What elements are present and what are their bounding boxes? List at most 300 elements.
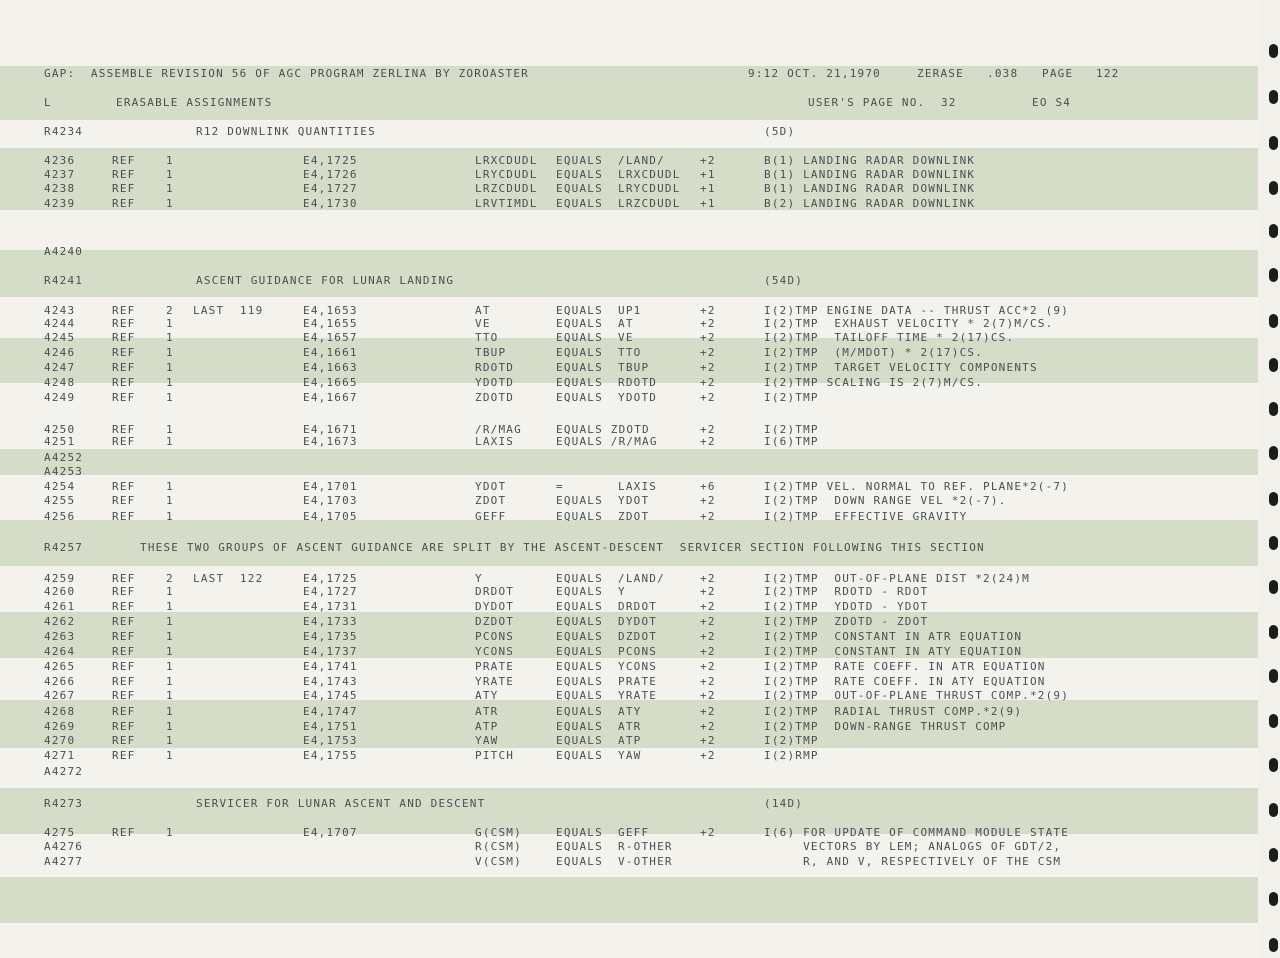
line-number: 4263 [44, 630, 76, 643]
address: E4,1755 [303, 749, 358, 762]
line-number: A4240 [44, 245, 84, 258]
equals-value: PCONS [618, 645, 658, 658]
feed-hole [1269, 44, 1278, 58]
symbol-name: GEFF [475, 510, 507, 523]
offset: +2 [700, 705, 716, 718]
comment: VECTORS BY LEM; ANALOGS OF GDT/2, [764, 840, 1062, 853]
line-number: 4268 [44, 705, 76, 718]
address: E4,1667 [303, 391, 358, 404]
ref-label: REF [112, 572, 136, 585]
offset: +2 [700, 630, 716, 643]
line-number: A4276 [44, 840, 84, 853]
ref-count: 1 [166, 480, 174, 493]
symbol-name: YDOT [475, 480, 507, 493]
listing-line [0, 361, 1258, 375]
section-heading: R12 DOWNLINK QUANTITIES [196, 125, 376, 138]
line-number: 4269 [44, 720, 76, 733]
comment: (54D) [764, 274, 804, 287]
address: E4,1737 [303, 645, 358, 658]
ref-label: REF [112, 749, 136, 762]
ref-label: REF [112, 376, 136, 389]
line-number: 4248 [44, 376, 76, 389]
address: E4,1747 [303, 705, 358, 718]
equals-value: YCONS [618, 660, 658, 673]
ref-count: 1 [166, 720, 174, 733]
header-page-label: PAGE [1042, 67, 1074, 80]
equals-value: YRATE [618, 689, 658, 702]
comment: I(2)TMP RDOTD - RDOT [764, 585, 929, 598]
symbol-name: V(CSM) [475, 855, 522, 868]
ref-count: 1 [166, 197, 174, 210]
listing-line [0, 331, 1258, 345]
comment: I(2)TMP SCALING IS 2(7)M/CS. [764, 376, 984, 389]
listing-line [0, 494, 1258, 508]
address: E4,1730 [303, 197, 358, 210]
listing-line [0, 304, 1258, 318]
symbol-name: TTO [475, 331, 499, 344]
equals-op: EQUALS [556, 840, 603, 853]
listing-line [0, 585, 1258, 599]
symbol-name: R(CSM) [475, 840, 522, 853]
symbol-name: G(CSM) [475, 826, 522, 839]
comment: B(1) LANDING RADAR DOWNLINK [764, 168, 976, 181]
equals-value: GEFF [618, 826, 650, 839]
ref-label: REF [112, 494, 136, 507]
address: E4,1653 [303, 304, 358, 317]
equals-op: EQUALS [556, 734, 603, 747]
user-page-number: USER'S PAGE NO. 32 [808, 96, 957, 109]
equals-op: EQUALS ZDOTD [556, 423, 650, 436]
address: E4,1735 [303, 630, 358, 643]
header-page-number: 122 [1096, 67, 1120, 80]
symbol-name: RDOTD [475, 361, 515, 374]
line-number: 4251 [44, 435, 76, 448]
address: E4,1741 [303, 660, 358, 673]
comment: B(1) LANDING RADAR DOWNLINK [764, 182, 976, 195]
feed-hole [1269, 625, 1278, 639]
ref-count: 1 [166, 600, 174, 613]
listing-line [0, 182, 1258, 196]
symbol-name: LRVTIMDL [475, 197, 538, 210]
symbol-name: YDOTD [475, 376, 515, 389]
comment: I(2)TMP (M/MDOT) * 2(17)CS. [764, 346, 984, 359]
symbol-name: PITCH [475, 749, 515, 762]
offset: +2 [700, 645, 716, 658]
line-number: 4261 [44, 600, 76, 613]
comment: I(2)TMP ZDOTD - ZDOT [764, 615, 929, 628]
comment: I(2)RMP [764, 749, 819, 762]
equals-op: EQUALS [556, 317, 603, 330]
offset: +1 [700, 168, 716, 181]
equals-value: ATR [618, 720, 642, 733]
equals-value: RDOTD [618, 376, 658, 389]
ref-count: 1 [166, 423, 174, 436]
comment: I(2)TMP TARGET VELOCITY COMPONENTS [764, 361, 1038, 374]
offset: +2 [700, 826, 716, 839]
address: E4,1707 [303, 826, 358, 839]
ref-count: 1 [166, 826, 174, 839]
offset: +2 [700, 720, 716, 733]
listing-line [0, 797, 1258, 811]
offset: +2 [700, 435, 716, 448]
address: E4,1727 [303, 182, 358, 195]
line-number: 4270 [44, 734, 76, 747]
ref-count: 1 [166, 361, 174, 374]
comment: I(2)TMP YDOTD - YDOT [764, 600, 929, 613]
line-number: 4249 [44, 391, 76, 404]
offset: +2 [700, 615, 716, 628]
eo-label: EO S4 [1032, 96, 1072, 109]
ref-count: 1 [166, 168, 174, 181]
offset: +2 [700, 734, 716, 747]
ref-label: REF [112, 317, 136, 330]
equals-value: TBUP [618, 361, 650, 374]
listing-line [0, 600, 1258, 614]
feed-hole [1269, 268, 1278, 282]
line-number: 4264 [44, 645, 76, 658]
feed-hole [1269, 848, 1278, 862]
listing-line [0, 675, 1258, 689]
equals-value: LRYCDUDL [618, 182, 681, 195]
ref-count: 1 [166, 705, 174, 718]
listing-line [0, 480, 1258, 494]
symbol-name: ATP [475, 720, 499, 733]
symbol-name: YAW [475, 734, 499, 747]
feed-hole [1269, 803, 1278, 817]
offset: +6 [700, 480, 716, 493]
offset: +1 [700, 197, 716, 210]
ref-label: REF [112, 435, 136, 448]
comment: B(2) LANDING RADAR DOWNLINK [764, 197, 976, 210]
ref-count: 1 [166, 391, 174, 404]
ref-count: 1 [166, 376, 174, 389]
ref-label: REF [112, 734, 136, 747]
equals-value: YDOTD [618, 391, 658, 404]
ref-count: 1 [166, 154, 174, 167]
equals-value: PRATE [618, 675, 658, 688]
address: E4,1703 [303, 494, 358, 507]
offset: +2 [700, 317, 716, 330]
line-number: R4257 [44, 541, 84, 554]
equals-op: EQUALS [556, 154, 603, 167]
header-version: .038 [987, 67, 1019, 80]
tractor-feed-strip [1258, 0, 1280, 958]
feed-hole [1269, 136, 1278, 150]
header-line [0, 67, 1258, 81]
equals-op: EQUALS [556, 391, 603, 404]
symbol-name: LAXIS [475, 435, 515, 448]
comment: I(2)TMP [764, 423, 819, 436]
comment: R, AND V, RESPECTIVELY OF THE CSM [764, 855, 1062, 868]
equals-op: EQUALS [556, 346, 603, 359]
ref-label: REF [112, 660, 136, 673]
equals-value: DZDOT [618, 630, 658, 643]
line-number: A4277 [44, 855, 84, 868]
listing-line [0, 346, 1258, 360]
line-number: A4252 [44, 451, 84, 464]
symbol-name: LRYCDUDL [475, 168, 538, 181]
symbol-name: ZDOT [475, 494, 507, 507]
feed-hole [1269, 892, 1278, 906]
offset: +2 [700, 154, 716, 167]
listing-line [0, 168, 1258, 182]
ref-count: 1 [166, 749, 174, 762]
comment: I(2)TMP OUT-OF-PLANE THRUST COMP.*2(9) [764, 689, 1070, 702]
comment: I(6)TMP [764, 435, 819, 448]
feed-hole [1269, 446, 1278, 460]
ref-label: REF [112, 600, 136, 613]
line-number: A4253 [44, 465, 84, 478]
ref-label: REF [112, 645, 136, 658]
offset: +2 [700, 585, 716, 598]
section-title: ERASABLE ASSIGNMENTS [116, 96, 273, 109]
offset: +2 [700, 749, 716, 762]
equals-value: LRXCDUDL [618, 168, 681, 181]
line-number: 4236 [44, 154, 76, 167]
address: E4,1745 [303, 689, 358, 702]
line-number: 4245 [44, 331, 76, 344]
address: E4,1701 [303, 480, 358, 493]
equals-op: = [556, 480, 564, 493]
offset: +2 [700, 600, 716, 613]
ref-label: REF [112, 197, 136, 210]
equals-op: EQUALS [556, 494, 603, 507]
offset: +2 [700, 572, 716, 585]
listing-line [0, 855, 1258, 869]
line-number: 4275 [44, 826, 76, 839]
equals-value: YAW [618, 749, 642, 762]
feed-hole [1269, 181, 1278, 195]
offset: +2 [700, 304, 716, 317]
ref-count: 1 [166, 689, 174, 702]
listing-line [0, 840, 1258, 854]
comment: I(2)TMP RATE COEFF. IN ATY EQUATION [764, 675, 1046, 688]
symbol-name: Y [475, 572, 483, 585]
symbol-name: ATY [475, 689, 499, 702]
listing-line [0, 660, 1258, 674]
symbol-name: DYDOT [475, 600, 515, 613]
symbol-name: YRATE [475, 675, 515, 688]
address: E4,1665 [303, 376, 358, 389]
ref-count: 1 [166, 494, 174, 507]
offset: +2 [700, 675, 716, 688]
listing-line [0, 541, 1258, 555]
ref-label: REF [112, 826, 136, 839]
feed-hole [1269, 938, 1278, 952]
address: E4,1731 [303, 600, 358, 613]
address: E4,1663 [303, 361, 358, 374]
line-number: R4273 [44, 797, 84, 810]
symbol-name: PCONS [475, 630, 515, 643]
feed-hole [1269, 402, 1278, 416]
feed-hole [1269, 314, 1278, 328]
listing-line [0, 689, 1258, 703]
equals-op: EQUALS [556, 855, 603, 868]
comment: I(2)TMP [764, 734, 819, 747]
symbol-name: LRXCDUDL [475, 154, 538, 167]
comment: I(2)TMP RATE COEFF. IN ATR EQUATION [764, 660, 1046, 673]
ref-count: 1 [166, 182, 174, 195]
line-number: 4262 [44, 615, 76, 628]
offset: +2 [700, 423, 716, 436]
ref-label: REF [112, 615, 136, 628]
column-l-label: L [44, 96, 52, 109]
listing-line [0, 245, 1258, 259]
line-number: 4255 [44, 494, 76, 507]
equals-op: EQUALS [556, 689, 603, 702]
offset: +2 [700, 331, 716, 344]
address: E4,1657 [303, 331, 358, 344]
ref-count: 1 [166, 435, 174, 448]
address: E4,1727 [303, 585, 358, 598]
listing-line [0, 826, 1258, 840]
line-number: 4260 [44, 585, 76, 598]
ref-label: REF [112, 154, 136, 167]
address: E4,1743 [303, 675, 358, 688]
comment: I(2)TMP [764, 391, 819, 404]
ref-label: REF [112, 168, 136, 181]
symbol-name: /R/MAG [475, 423, 522, 436]
equals-value: R-OTHER [618, 840, 673, 853]
line-number: 4237 [44, 168, 76, 181]
ref-label: REF [112, 720, 136, 733]
listing-line [0, 749, 1258, 763]
comment: (14D) [764, 797, 804, 810]
equals-op: EQUALS [556, 705, 603, 718]
ref-count: 1 [166, 510, 174, 523]
equals-op: EQUALS [556, 645, 603, 658]
symbol-name: PRATE [475, 660, 515, 673]
feed-hole [1269, 669, 1278, 683]
equals-value: V-OTHER [618, 855, 673, 868]
line-number: 4239 [44, 197, 76, 210]
ref-label: REF [112, 423, 136, 436]
comment: (5D) [764, 125, 796, 138]
equals-value: DYDOT [618, 615, 658, 628]
equals-value: DRDOT [618, 600, 658, 613]
line-number: 4246 [44, 346, 76, 359]
line-number: 4243 [44, 304, 76, 317]
ref-count: 1 [166, 645, 174, 658]
ref-label: REF [112, 705, 136, 718]
line-number: 4250 [44, 423, 76, 436]
ref-count: 1 [166, 331, 174, 344]
green-bar [0, 877, 1258, 923]
listing-line [0, 317, 1258, 331]
address: E4,1705 [303, 510, 358, 523]
feed-hole [1269, 358, 1278, 372]
equals-op: EQUALS [556, 197, 603, 210]
equals-value: LAXIS [618, 480, 658, 493]
listing-line [0, 391, 1258, 405]
offset: +2 [700, 391, 716, 404]
equals-op: EQUALS [556, 510, 603, 523]
header-timestamp: 9:12 OCT. 21,1970 [748, 67, 881, 80]
listing-line [0, 510, 1258, 524]
symbol-name: ATR [475, 705, 499, 718]
line-number: 4238 [44, 182, 76, 195]
comment: I(2)TMP OUT-OF-PLANE DIST *2(24)M [764, 572, 1030, 585]
address: E4,1671 [303, 423, 358, 436]
equals-value: AT [618, 317, 634, 330]
listing-line [0, 765, 1258, 779]
equals-value: VE [618, 331, 634, 344]
last-page: LAST 119 [193, 304, 264, 317]
equals-op: EQUALS [556, 585, 603, 598]
listing-line [0, 615, 1258, 629]
symbol-name: DRDOT [475, 585, 515, 598]
ref-label: REF [112, 630, 136, 643]
equals-value: /LAND/ [618, 154, 665, 167]
comment: I(2)TMP VEL. NORMAL TO REF. PLANE*2(-7) [764, 480, 1070, 493]
equals-op: EQUALS [556, 600, 603, 613]
listing-line [0, 465, 1258, 479]
equals-value: ATP [618, 734, 642, 747]
symbol-name: YCONS [475, 645, 515, 658]
ref-count: 1 [166, 317, 174, 330]
comment: I(2)TMP TAILOFF TIME * 2(17)CS. [764, 331, 1015, 344]
equals-op: EQUALS [556, 675, 603, 688]
symbol-name: TBUP [475, 346, 507, 359]
listing-line [0, 125, 1258, 139]
feed-hole [1269, 536, 1278, 550]
ref-count: 1 [166, 615, 174, 628]
comment: I(2)TMP DOWN-RANGE THRUST COMP [764, 720, 1007, 733]
ref-label: REF [112, 346, 136, 359]
last-page: LAST 122 [193, 572, 264, 585]
line-number: A4272 [44, 765, 84, 778]
section-note: THESE TWO GROUPS OF ASCENT GUIDANCE ARE SPLIT BY THE ASCENT-DESCENT SERVICER SECTION FOLLOWING THIS SECTION [140, 541, 985, 554]
line-number: R4241 [44, 274, 84, 287]
offset: +2 [700, 346, 716, 359]
offset: +2 [700, 510, 716, 523]
feed-hole [1269, 492, 1278, 506]
line-number: 4271 [44, 749, 76, 762]
ref-label: REF [112, 304, 136, 317]
listing-line [0, 705, 1258, 719]
equals-op: EQUALS /R/MAG [556, 435, 658, 448]
equals-value: LRZCDUDL [618, 197, 681, 210]
equals-value: YDOT [618, 494, 650, 507]
line-number: R4234 [44, 125, 84, 138]
equals-op: EQUALS [556, 361, 603, 374]
listing-line [0, 376, 1258, 390]
line-number: 4254 [44, 480, 76, 493]
listing-line [0, 572, 1258, 586]
listing-line [0, 274, 1258, 288]
listing-line [0, 197, 1258, 211]
equals-op: EQUALS [556, 630, 603, 643]
ref-label: REF [112, 510, 136, 523]
equals-op: EQUALS [556, 660, 603, 673]
listing-line [0, 734, 1258, 748]
comment: B(1) LANDING RADAR DOWNLINK [764, 154, 976, 167]
ref-label: REF [112, 182, 136, 195]
ref-label: REF [112, 361, 136, 374]
offset: +2 [700, 660, 716, 673]
header-program: GAP: ASSEMBLE REVISION 56 OF AGC PROGRAM ZERLINA BY ZOROASTER [44, 67, 529, 80]
section-heading: ASCENT GUIDANCE FOR LUNAR LANDING [196, 274, 455, 287]
line-number: 4247 [44, 361, 76, 374]
equals-op: EQUALS [556, 615, 603, 628]
line-number: 4265 [44, 660, 76, 673]
ref-label: REF [112, 331, 136, 344]
address: E4,1655 [303, 317, 358, 330]
equals-op: EQUALS [556, 182, 603, 195]
address: E4,1751 [303, 720, 358, 733]
feed-hole [1269, 224, 1278, 238]
ref-label: REF [112, 480, 136, 493]
